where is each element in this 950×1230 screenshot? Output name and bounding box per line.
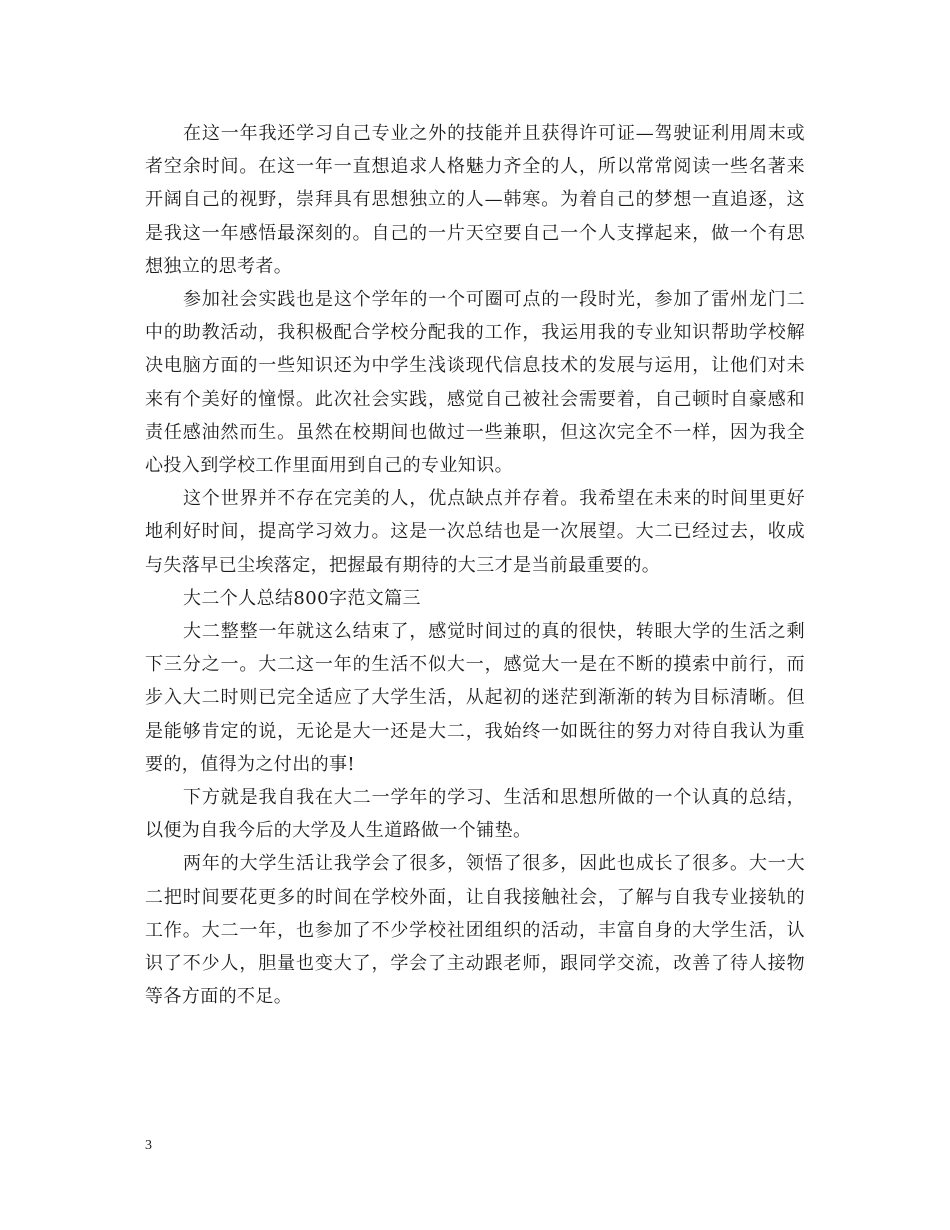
paragraph-introduction: 下方就是我自我在大二一学年的学习、生活和思想所做的一个认真的总结，以便为自我今后的大学及人生道路做一个铺垫。 bbox=[145, 787, 805, 842]
paragraph-growth: 两年的大学生活让我学会了很多，领悟了很多，因此也成长了很多。大一大二把时间要花更多的时间在学校外面，让自我接触社会，了解与自我专业接轨的工作。大二一年，也参加了不少学校社团组织的活动，丰富自身的大学生活，认识了不少人，胆量也变大了，学会了主动跟老师，跟同学交流，改善了待人接物等各方面的不足。 bbox=[145, 853, 805, 1008]
paragraph-summary-outlook: 这个世界并不存在完美的人，优点缺点并存着。我希望在未来的时间里更好地利好时间，提高学习效力。这是一次总结也是一次展望。大二已经过去，收成与失落早已尘埃落定，把握最有期待的大三才是当前最重要的。 bbox=[145, 488, 805, 576]
document-body bbox=[145, 117, 805, 1013]
paragraph-skills-license: 在这一年我还学习自己专业之外的技能并且获得许可证—驾驶证利用周末或者空余时间。在这一年一直想追求人格魅力齐全的人，所以常常阅读一些名著来开阔自己的视野，崇拜具有思想独立的人—韩寒。为着自己的梦想一直追逐，这是我这一年感悟最深刻的。自己的一片天空要自己一个人支撑起来，做一个有思想独立的思考者。 bbox=[145, 123, 805, 277]
paragraph-sophomore-year: 大二整整一年就这么结束了，感觉时间过的真的很快，转眼大学的生活之剩下三分之一。大二这一年的生活不似大一，感觉大一是在不断的摸索中前行，而步入大二时则已完全适应了大学生活，从起初的迷茫到渐渐的转为目标清晰。但是能够肯定的说，无论是大一还是大二，我始终一如既往的努力对待自我认为重要的，值得为之付出的事! bbox=[145, 621, 805, 775]
section-heading: 大二个人总结800字范文篇三 bbox=[183, 587, 421, 609]
page-number: 3 bbox=[145, 1138, 152, 1153]
paragraph-social-practice: 参加社会实践也是这个学年的一个可圈可点的一段时光，参加了雷州龙门二中的助教活动，我积极配合学校分配我的工作，我运用我的专业知识帮助学校解决电脑方面的一些知识还为中学生浅谈现代信息技术的发展与运用，让他们对未来有个美好的憧憬。此次社会实践，感觉自己被社会需要着，自己顿时自豪感和责任感油然而生。虽然在校期间也做过一些兼职，但这次完全不一样，因为我全心投入到学校工作里面用到自己的专业知识。 bbox=[145, 289, 805, 477]
